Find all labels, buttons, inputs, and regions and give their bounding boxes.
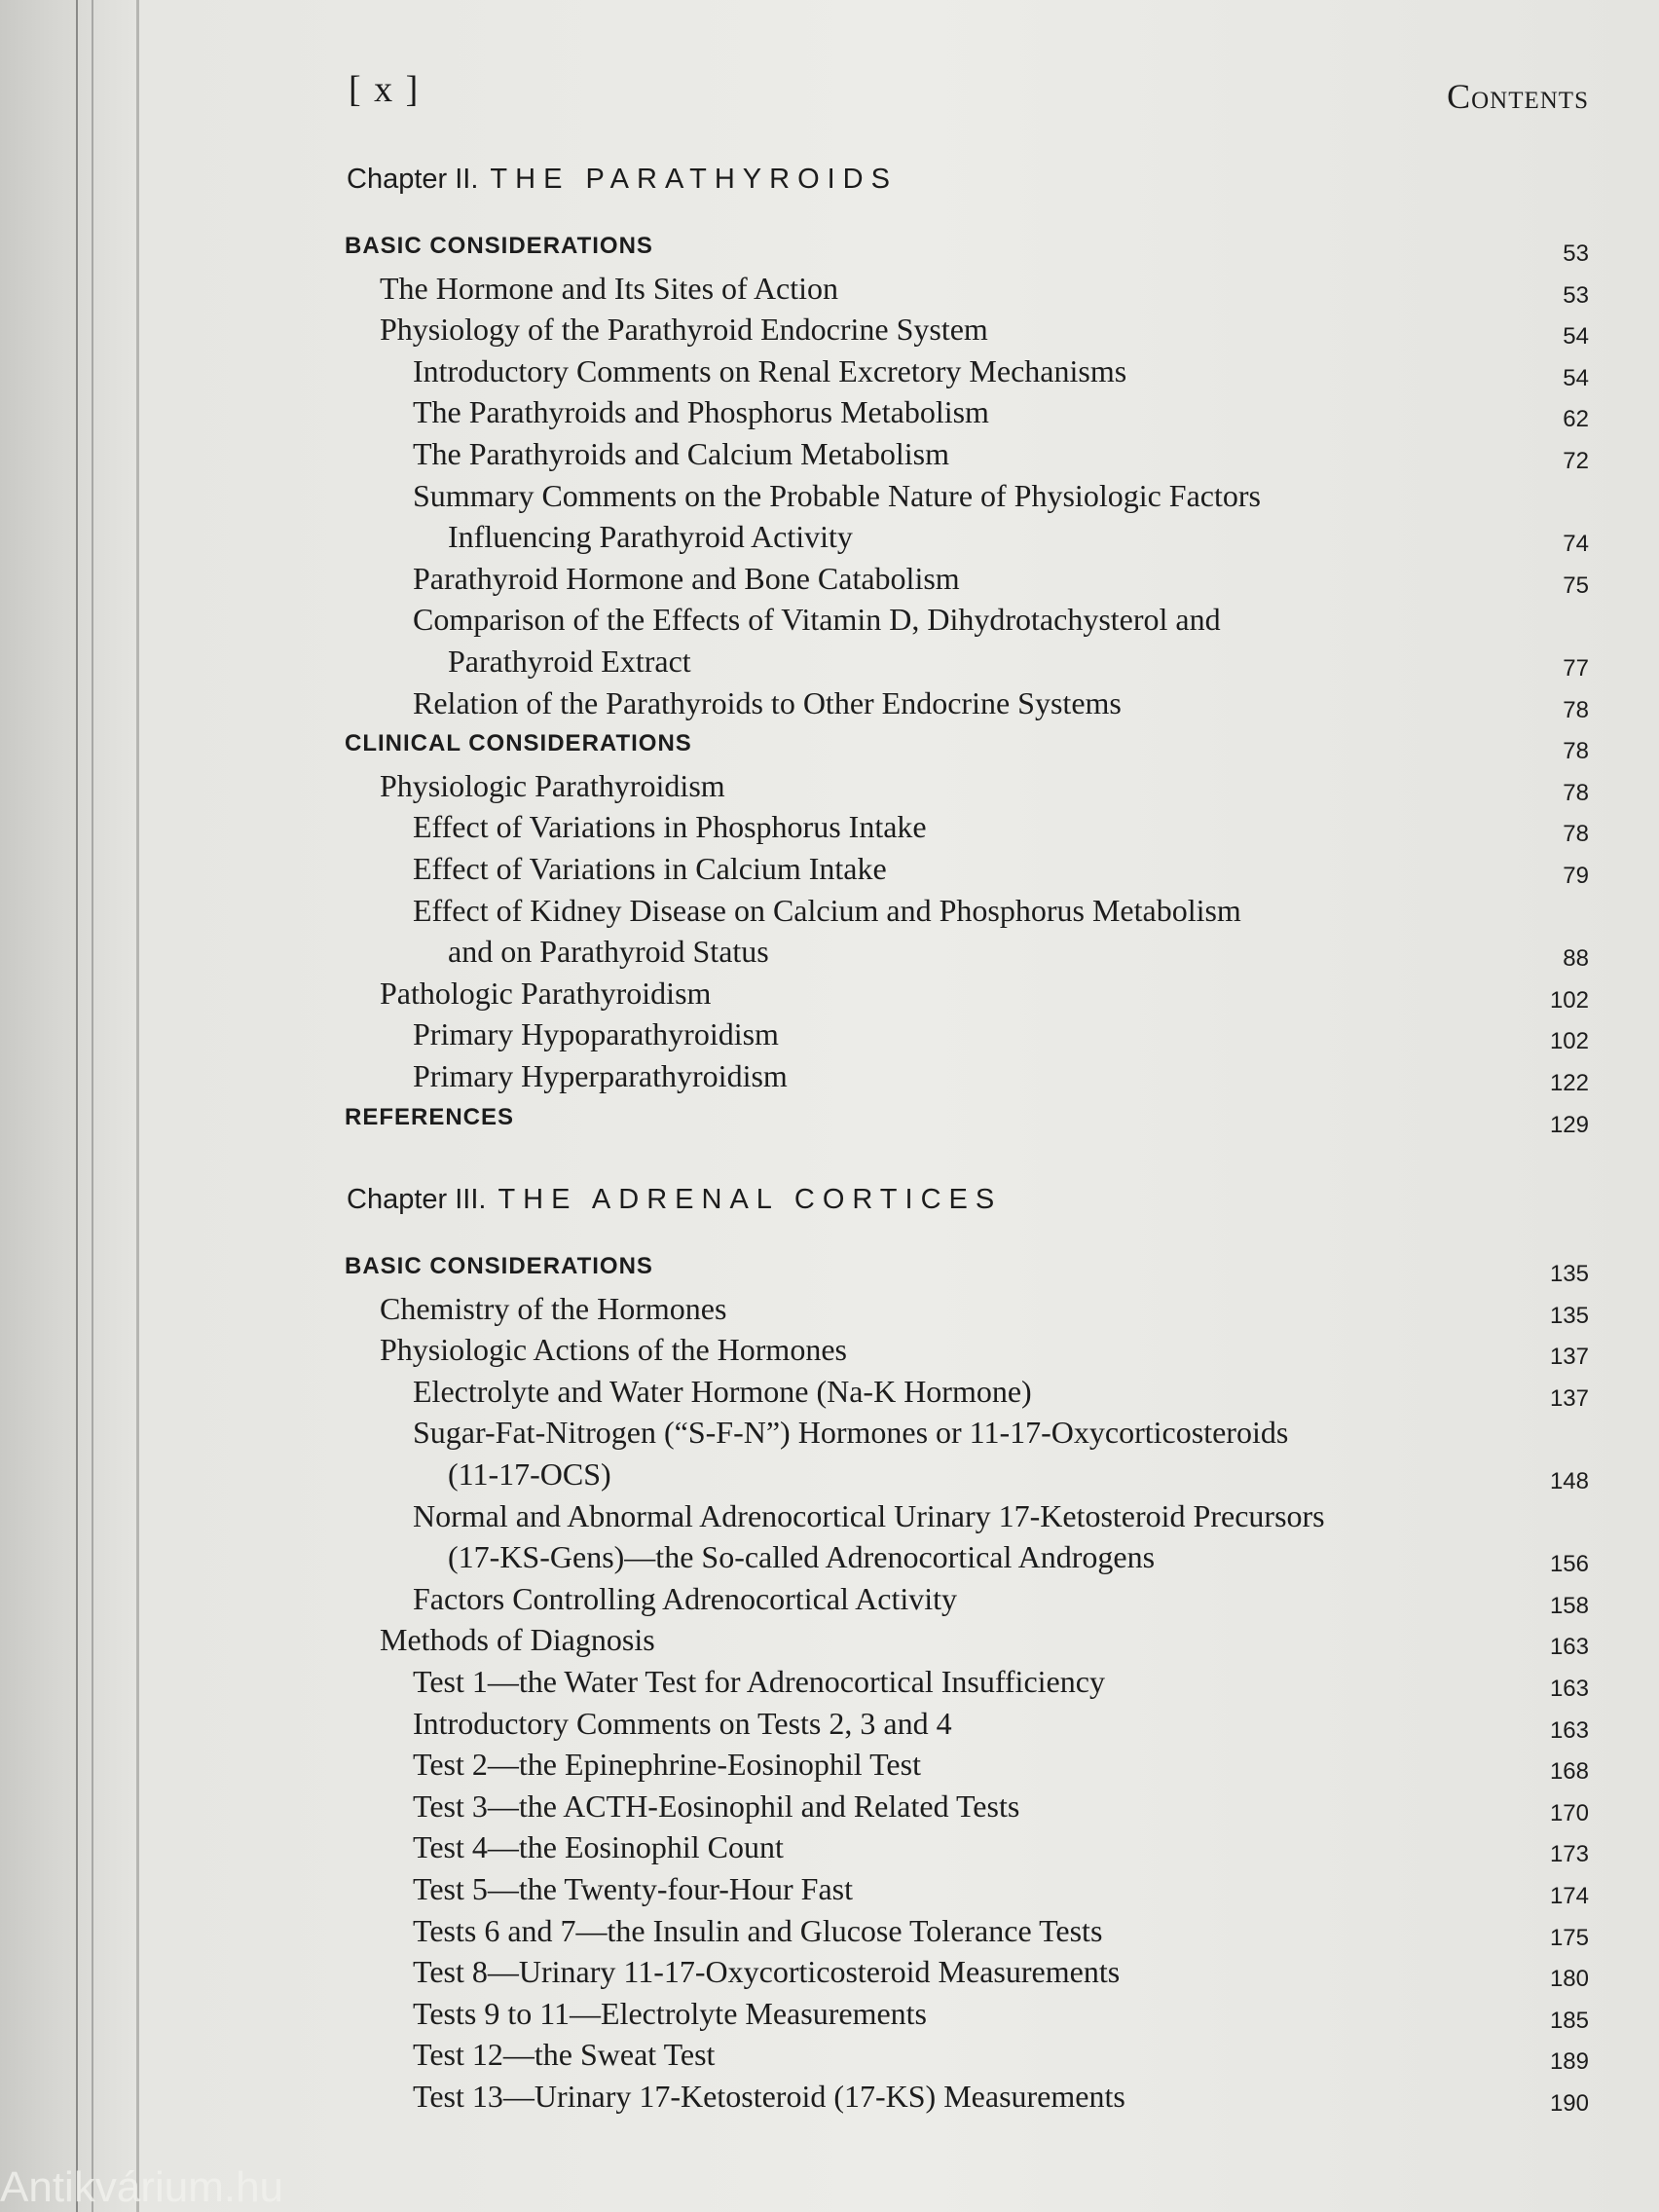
toc-entry-title: Tests 9 to 11—Electrolyte Measurements: [413, 1996, 927, 2031]
toc-entry-title: Test 1—the Water Test for Adrenocortical Insufficiency: [413, 1664, 1105, 1699]
toc-entry-title: The Hormone and Its Sites of Action: [380, 271, 839, 306]
toc-entry[interactable]: [0, 268, 1589, 309]
toc-entry-title: Test 2—the Epinephrine-Eosinophil Test: [413, 1747, 921, 1782]
toc-page-number: 148: [1549, 1468, 1589, 1494]
toc-entry[interactable]: [0, 1371, 1589, 1412]
toc-page-number: 137: [1549, 1344, 1589, 1370]
toc-page-number: 163: [1549, 1634, 1589, 1660]
toc-entry-title: Test 8—Urinary 11-17-Oxycorticosteroid Measurements: [413, 1954, 1121, 1989]
toc-entry[interactable]: [0, 1014, 1589, 1054]
toc-entry-title: Physiologic Parathyroidism: [380, 768, 725, 803]
toc-entry-title: BASIC CONSIDERATIONS: [345, 1253, 653, 1279]
toc-page-number: 53: [1563, 282, 1589, 309]
toc-entry[interactable]: [0, 806, 1589, 847]
toc-entry-title: Chemistry of the Hormones: [380, 1291, 727, 1326]
toc-page-number: 77: [1563, 655, 1589, 682]
toc-entry-title: Physiology of the Parathyroid Endocrine System: [380, 312, 988, 347]
toc-entry-title: Primary Hypoparathyroidism: [413, 1016, 779, 1051]
toc-section-heading[interactable]: [0, 226, 1589, 267]
toc-entry[interactable]: [0, 599, 1589, 640]
toc-page-number: 170: [1549, 1800, 1589, 1826]
toc-page-number: 174: [1549, 1883, 1589, 1909]
toc-entry-title: Test 4—the Eosinophil Count: [413, 1829, 784, 1864]
toc-entry-title: Test 12—the Sweat Test: [413, 2037, 716, 2072]
toc-entry[interactable]: [0, 1536, 1589, 1577]
toc-entry[interactable]: [0, 1578, 1589, 1619]
toc-entry-title: (11-17-OCS): [448, 1456, 611, 1492]
toc-page-number: 54: [1563, 323, 1589, 350]
toc-entry[interactable]: [0, 682, 1589, 723]
chapter-heading: [347, 164, 898, 196]
toc-entry-title: Normal and Abnormal Adrenocortical Urinary 17-Ketosteroid Precursors: [413, 1498, 1325, 1533]
toc-entry-title: Test 3—the ACTH-Eosinophil and Related Tests: [413, 1788, 1020, 1824]
toc-page-number: 102: [1549, 1028, 1589, 1054]
toc-page-number: 137: [1549, 1385, 1589, 1412]
toc-entry-title: Test 13—Urinary 17-Ketosteroid (17-KS) Measurements: [413, 2079, 1125, 2114]
toc-entry-title: Introductory Comments on Tests 2, 3 and 4: [413, 1706, 952, 1741]
toc-entry[interactable]: [0, 391, 1589, 432]
toc-entry-title: Effect of Variations in Phosphorus Intake: [413, 809, 927, 844]
toc-entry[interactable]: [0, 848, 1589, 889]
toc-page-number: 122: [1549, 1070, 1589, 1096]
toc-entry[interactable]: [0, 765, 1589, 806]
toc-entry[interactable]: [0, 1495, 1589, 1536]
toc-entry-title: Factors Controlling Adrenocortical Activity: [413, 1581, 958, 1616]
toc-entry[interactable]: [0, 2034, 1589, 2075]
toc-entry-title: Physiologic Actions of the Hormones: [380, 1332, 847, 1367]
chapter-title: THE ADRENAL CORTICES: [498, 1184, 1003, 1215]
toc-entry[interactable]: [0, 1826, 1589, 1867]
toc-page-number: 185: [1549, 2008, 1589, 2034]
toc-entry-title: (17-KS-Gens)—the So-called Adrenocortical Androgens: [448, 1539, 1156, 1574]
toc-entry[interactable]: [0, 1288, 1589, 1329]
toc-entry-title: Parathyroid Extract: [448, 644, 691, 679]
toc-entry-title: and on Parathyroid Status: [448, 934, 769, 969]
toc-page-number: 88: [1563, 945, 1589, 972]
toc-entry[interactable]: [0, 1868, 1589, 1909]
toc-entry[interactable]: [0, 1454, 1589, 1494]
toc-entry-title: Comparison of the Effects of Vitamin D, Dihydrotachysterol and: [413, 602, 1221, 637]
toc-entry[interactable]: [0, 309, 1589, 350]
toc-entry-title: Effect of Variations in Calcium Intake: [413, 851, 887, 886]
toc-entry-title: The Parathyroids and Phosphorus Metabolism: [413, 394, 989, 429]
toc-entry-title: Test 5—the Twenty-four-Hour Fast: [413, 1871, 853, 1906]
running-head: Contents: [1447, 77, 1589, 116]
toc-entry[interactable]: [0, 1910, 1589, 1951]
toc-page-number: 78: [1563, 821, 1589, 847]
toc-page-number: 190: [1549, 2090, 1589, 2117]
toc-section-heading[interactable]: [0, 723, 1589, 764]
watermark: Antikvárium.hu: [0, 2163, 284, 2211]
toc-entry[interactable]: [0, 890, 1589, 931]
toc-entry[interactable]: [0, 1619, 1589, 1660]
toc-page-number: 156: [1549, 1551, 1589, 1577]
toc-entry[interactable]: [0, 1744, 1589, 1785]
toc-entry[interactable]: [0, 1703, 1589, 1744]
toc-entry[interactable]: [0, 1993, 1589, 2034]
toc-entry-title: Primary Hyperparathyroidism: [413, 1058, 788, 1093]
toc-page-number: 173: [1549, 1841, 1589, 1867]
toc-page-number: 78: [1563, 697, 1589, 723]
toc-entry-title: Parathyroid Hormone and Bone Catabolism: [413, 561, 960, 596]
toc-page-number: 102: [1549, 987, 1589, 1014]
toc-entry[interactable]: [0, 1412, 1589, 1453]
chapter-title: THE PARATHYROIDS: [490, 164, 898, 195]
chapter-label: Chapter II.: [347, 164, 479, 195]
toc-page-number: 135: [1549, 1303, 1589, 1329]
toc-entry-title: Introductory Comments on Renal Excretory Mechanisms: [413, 353, 1127, 388]
toc-entry[interactable]: [0, 1055, 1589, 1096]
toc-page-number: 158: [1549, 1593, 1589, 1619]
toc-page-number: 75: [1563, 572, 1589, 599]
toc-page-number: 79: [1563, 863, 1589, 889]
toc-entry[interactable]: [0, 1951, 1589, 1992]
toc-entry-title: Tests 6 and 7—the Insulin and Glucose Tolerance Tests: [413, 1913, 1103, 1948]
toc-entry[interactable]: [0, 641, 1589, 682]
toc-page-number: 53: [1563, 240, 1589, 267]
toc-page-number: 189: [1549, 2048, 1589, 2075]
chapter-label: Chapter III.: [347, 1184, 487, 1215]
toc-page-number: 168: [1549, 1758, 1589, 1785]
toc-entry-title: Relation of the Parathyroids to Other Endocrine Systems: [413, 685, 1122, 720]
toc-entry-title: REFERENCES: [345, 1104, 515, 1130]
toc-entry-title: Electrolyte and Water Hormone (Na-K Hormone): [413, 1374, 1032, 1409]
toc-page-number: 78: [1563, 738, 1589, 764]
toc-entry[interactable]: [0, 433, 1589, 474]
toc-page-number: 54: [1563, 365, 1589, 391]
toc-page-number: 180: [1549, 1966, 1589, 1992]
chapter-heading: [347, 1184, 1002, 1216]
toc-page-number: 74: [1563, 531, 1589, 557]
toc-entry-title: Methods of Diagnosis: [380, 1622, 655, 1657]
toc-page-number: 135: [1549, 1261, 1589, 1287]
toc-entry-title: BASIC CONSIDERATIONS: [345, 233, 653, 259]
toc-entry[interactable]: [0, 516, 1589, 557]
toc-page-number: 129: [1549, 1112, 1589, 1138]
toc-entry-title: CLINICAL CONSIDERATIONS: [345, 730, 692, 756]
toc-entry[interactable]: [0, 2076, 1589, 2117]
toc-section-heading[interactable]: [0, 1097, 1589, 1138]
toc-entry-title: Sugar-Fat-Nitrogen (“S-F-N”) Hormones or 11-17-Oxycorticosteroids: [413, 1415, 1289, 1450]
toc-entry[interactable]: [0, 558, 1589, 599]
toc-page-number: 175: [1549, 1925, 1589, 1951]
toc-entry[interactable]: [0, 1329, 1589, 1370]
toc-entry[interactable]: [0, 1661, 1589, 1702]
toc-page-number: 163: [1549, 1717, 1589, 1744]
toc-page-number: 78: [1563, 780, 1589, 806]
toc-entry[interactable]: [0, 973, 1589, 1014]
toc-entry[interactable]: [0, 350, 1589, 391]
toc-page-number: 163: [1549, 1676, 1589, 1702]
toc-entry[interactable]: [0, 475, 1589, 516]
toc-entry-title: Pathologic Parathyroidism: [380, 976, 712, 1011]
toc-entry[interactable]: [0, 931, 1589, 972]
toc-entry[interactable]: [0, 1786, 1589, 1826]
page-folio: [ x ]: [349, 69, 421, 110]
toc-section-heading[interactable]: [0, 1246, 1589, 1287]
toc-entry-title: Influencing Parathyroid Activity: [448, 519, 853, 554]
toc-page-number: 62: [1563, 406, 1589, 432]
toc-entry-title: Effect of Kidney Disease on Calcium and Phosphorus Metabolism: [413, 893, 1241, 928]
toc-page-number: 72: [1563, 448, 1589, 474]
toc-entry-title: Summary Comments on the Probable Nature of Physiologic Factors: [413, 478, 1261, 513]
toc-entry-title: The Parathyroids and Calcium Metabolism: [413, 436, 949, 471]
